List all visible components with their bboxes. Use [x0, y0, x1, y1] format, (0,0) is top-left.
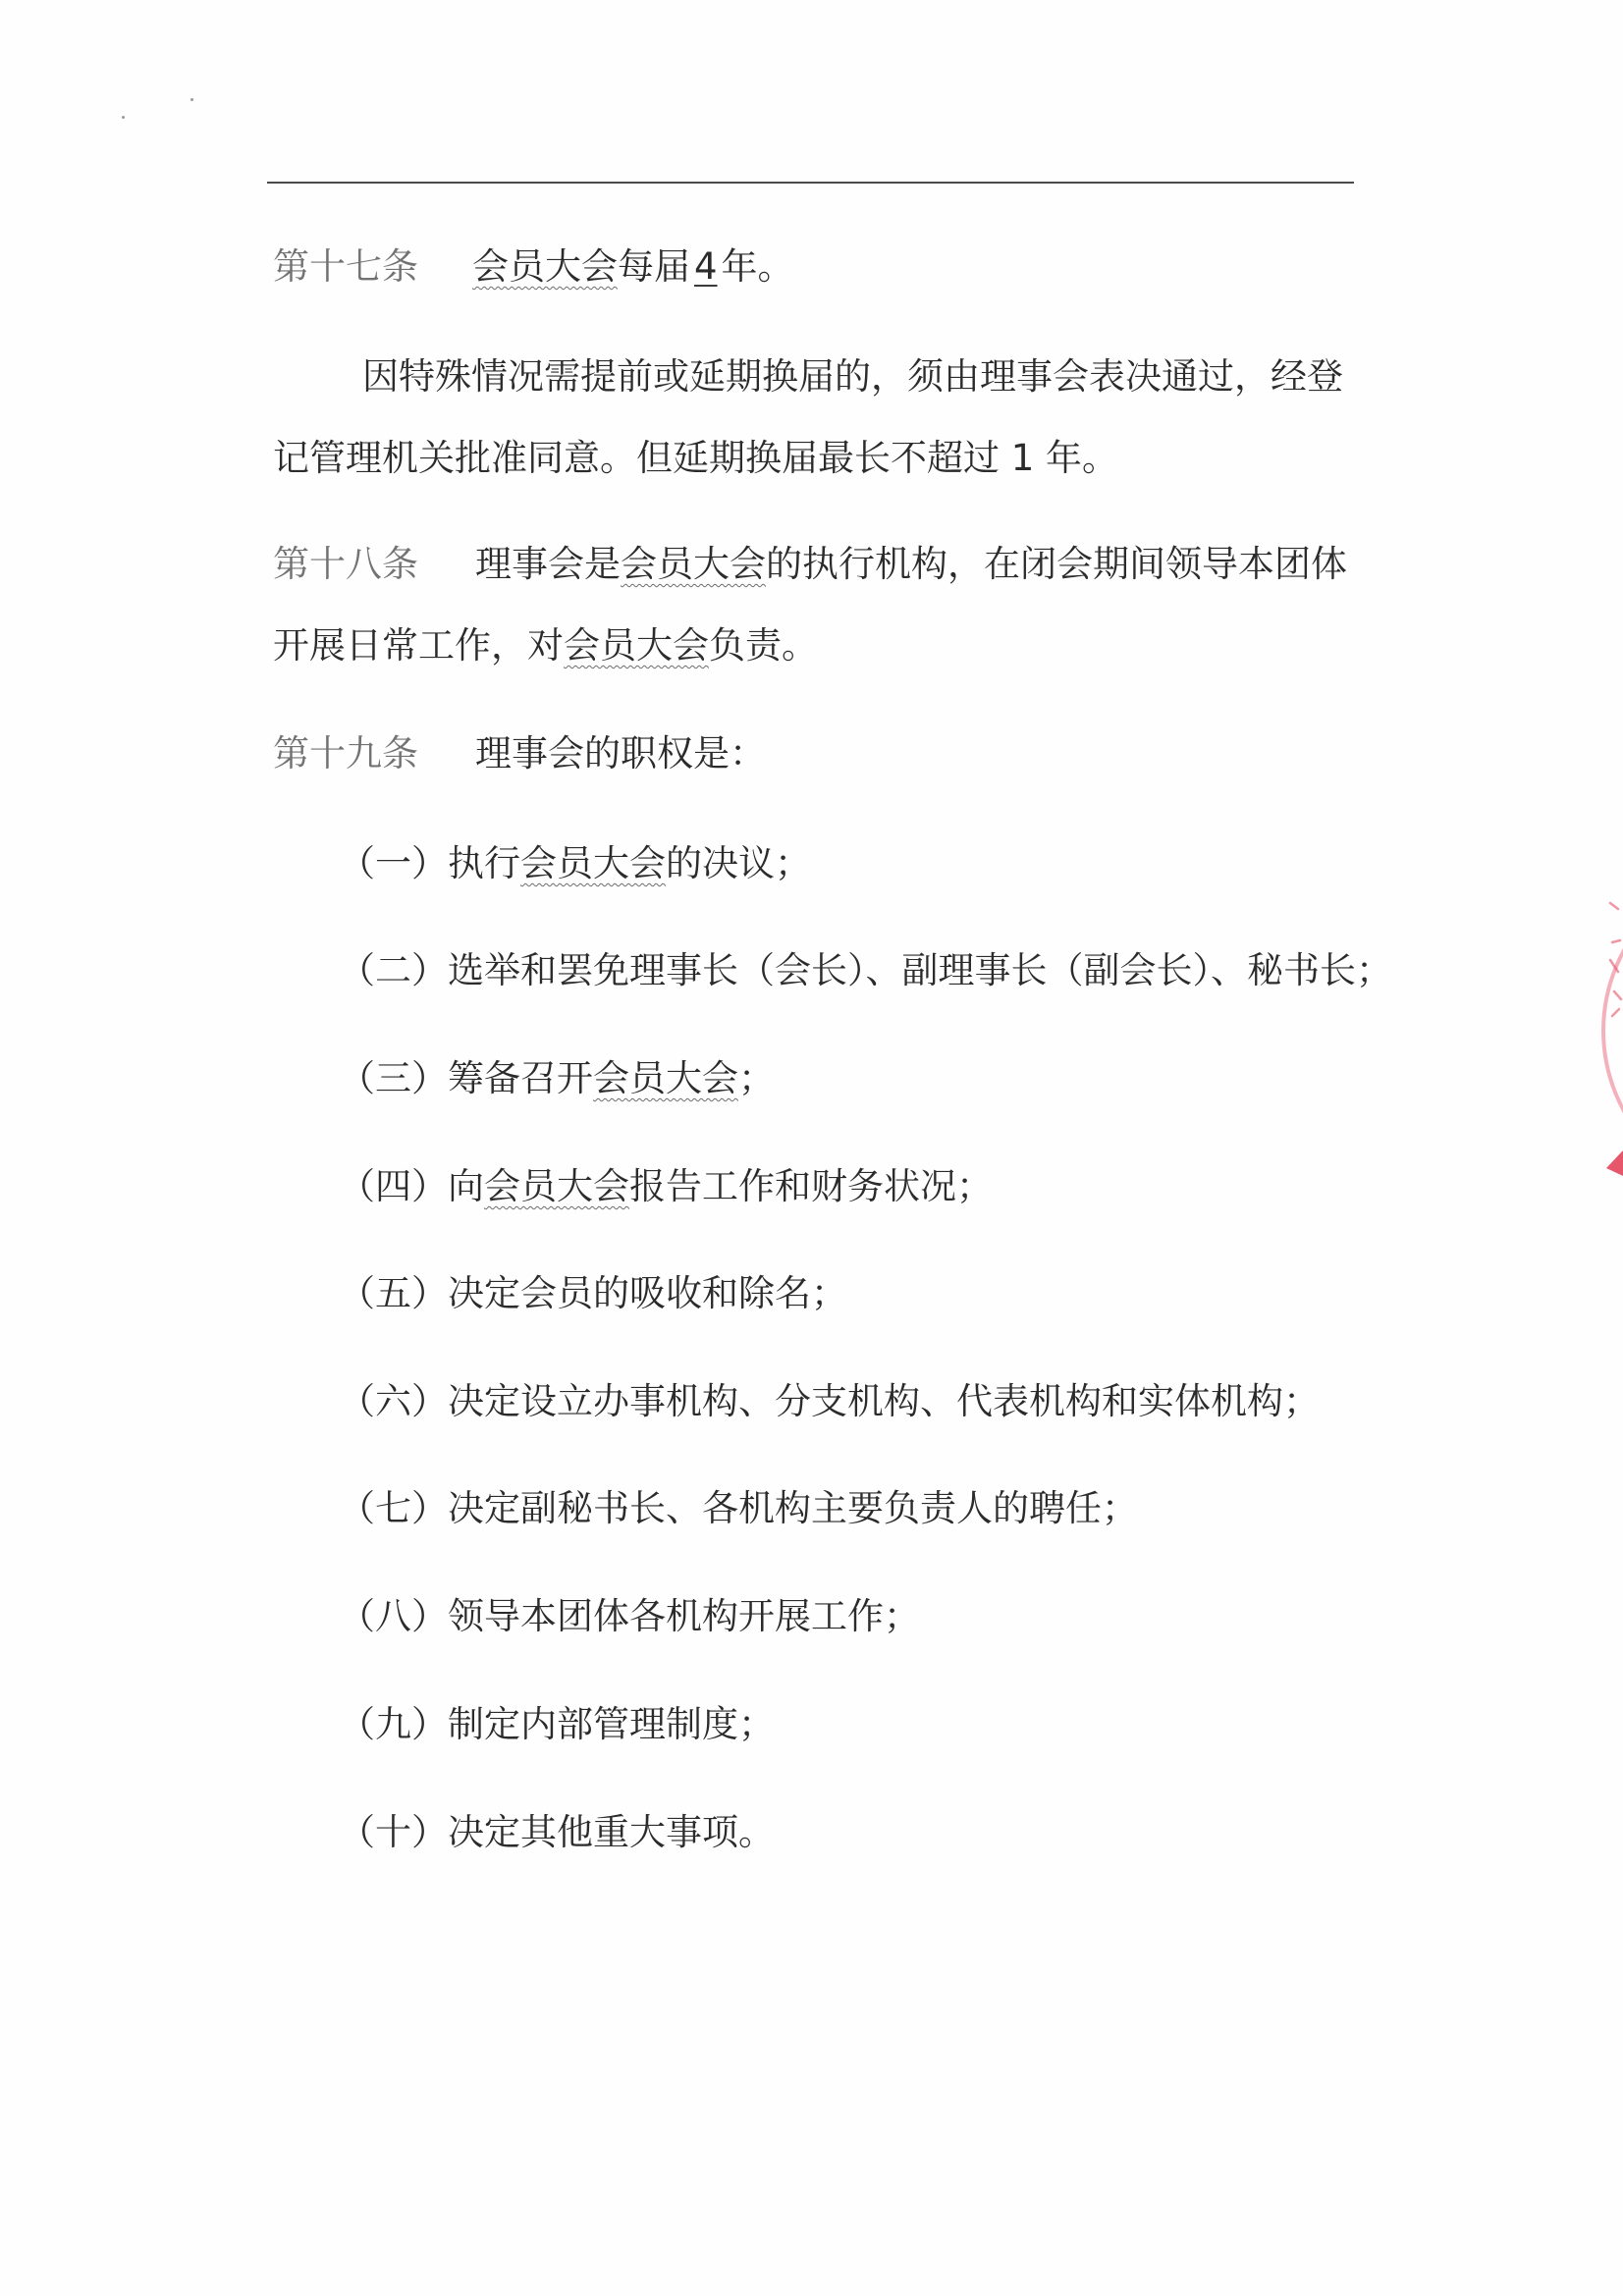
seal-icon	[1589, 883, 1623, 1198]
list-item	[339, 1380, 1320, 1423]
list-item	[339, 1487, 1138, 1530]
list-item-number: （一）	[339, 842, 448, 884]
list-item-text: 决定设立办事机构、分支机构、代表机构和实体机构；	[448, 1380, 1320, 1422]
article-17-label: 第十七条	[273, 245, 418, 288]
list-item-text: ；	[738, 1057, 775, 1099]
list-item	[339, 1595, 920, 1638]
list-item-text: 决定副秘书长、各机构主要负责人的聘任；	[448, 1487, 1138, 1529]
list-item-number: （六）	[339, 1380, 448, 1422]
list-item-number: （七）	[339, 1487, 448, 1529]
list-item-text: 的决议；	[666, 842, 811, 884]
term-general-assembly: 会员大会	[621, 543, 766, 585]
list-item-text: 选举和罢免理事长（会长）、副理事长（副会长）、秘书长；	[448, 949, 1392, 991]
list-item-text: 筹备召开	[448, 1057, 593, 1099]
article-17-para-line2: 记管理机关批准同意。但延期换届最长不超过 1 年。	[273, 437, 1119, 479]
list-item	[339, 842, 811, 885]
list-item-number: （十）	[339, 1811, 448, 1853]
list-item	[339, 949, 1392, 992]
header-rule	[267, 182, 1354, 184]
article-18-text: 的执行机构，在闭会期间领导本团体	[766, 543, 1347, 585]
article-17-text: 年。	[721, 245, 794, 288]
list-item-number: （八）	[339, 1595, 448, 1637]
article-18-line1	[475, 543, 1347, 586]
article-17-text: 每届	[618, 245, 690, 288]
list-item-text: 执行	[448, 842, 520, 884]
article-19-label: 第十九条	[273, 732, 418, 774]
seal-fragment	[1589, 883, 1623, 1198]
list-item	[339, 1165, 993, 1208]
list-item-text: 决定会员的吸收和除名；	[448, 1272, 847, 1314]
list-item-number: （四）	[339, 1165, 448, 1207]
article-17-para-line1: 因特殊情况需提前或延期换届的，须由理事会表决通过，经登	[362, 355, 1343, 398]
list-item	[339, 1703, 775, 1746]
scan-speck	[190, 98, 193, 101]
list-item-number: （九）	[339, 1703, 448, 1745]
list-item-text: 报告工作和财务状况；	[629, 1165, 993, 1207]
term-general-assembly: 会员大会	[564, 624, 709, 667]
article-19-intro: 理事会的职权是：	[475, 732, 766, 774]
list-item	[339, 1272, 847, 1315]
list-item-text: 决定其他重大事项。	[448, 1811, 775, 1853]
list-item-number: （五）	[339, 1272, 448, 1314]
term-general-assembly: 会员大会	[593, 1057, 738, 1099]
term-years-value: 4	[694, 245, 718, 288]
list-item-number: （三）	[339, 1057, 448, 1099]
list-item-number: （二）	[339, 949, 448, 991]
term-general-assembly: 会员大会	[484, 1165, 629, 1207]
term-general-assembly: 会员大会	[472, 245, 618, 288]
article-18-text: 理事会是	[475, 543, 621, 585]
list-item	[339, 1057, 775, 1100]
article-18-label: 第十八条	[273, 543, 418, 585]
list-item	[339, 1811, 775, 1854]
list-item-text: 领导本团体各机构开展工作；	[448, 1595, 920, 1637]
list-item-text: 向	[448, 1165, 484, 1207]
article-17-line1	[472, 245, 794, 289]
term-general-assembly: 会员大会	[520, 842, 666, 884]
article-18-text: 开展日常工作，对	[273, 624, 564, 667]
list-item-text: 制定内部管理制度；	[448, 1703, 775, 1745]
scan-speck	[122, 116, 125, 119]
article-18-line2	[273, 624, 818, 667]
article-18-text: 负责。	[709, 624, 818, 667]
